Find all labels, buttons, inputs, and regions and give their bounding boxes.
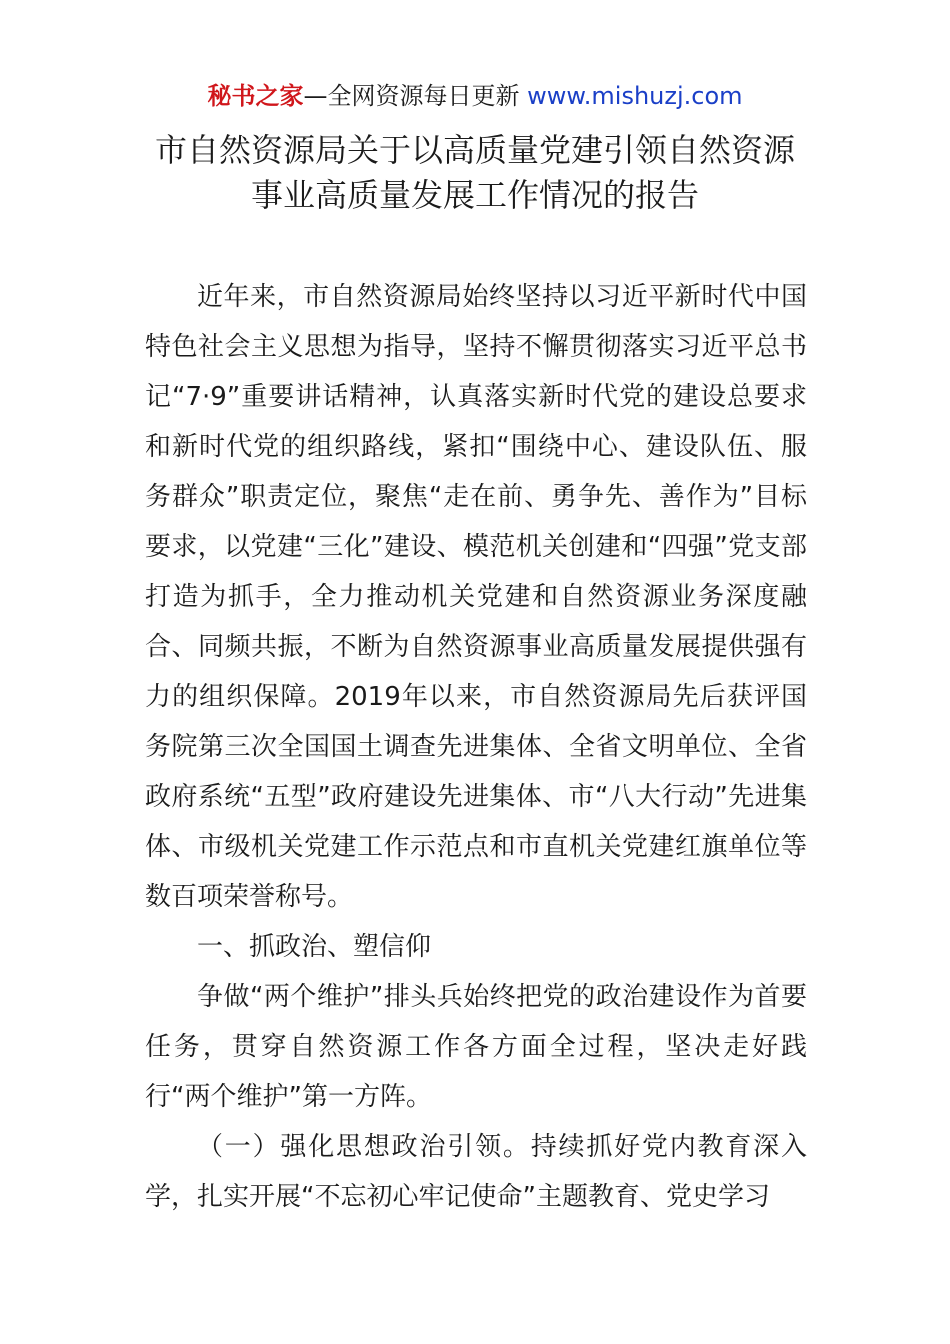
document-title (0, 128, 950, 218)
brand-name: 秘书之家 (207, 82, 304, 110)
site-url-link[interactable]: www.mishuzj.com (527, 82, 743, 110)
document-body (145, 272, 807, 1222)
section-1-paragraph: 争做“两个维护”排头兵始终把党的政治建设作为首要任务，贯穿自然资源工作各方面全过程，坚决走好践行“两个维护”第一方阵。 (145, 982, 807, 1112)
header-slogan: —全网资源每日更新 (303, 82, 528, 110)
site-header (0, 80, 950, 112)
subsection-1-paragraph: （一）强化思想政治引领。持续抓好党内教育深入学，扎实开展“不忘初心牢记使命”主题教育、党史学习 (145, 1132, 807, 1212)
intro-paragraph: 近年来，市自然资源局始终坚持以习近平新时代中国特色社会主义思想为指导，坚持不懈贯彻落实习近平总书记“7·9”重要讲话精神，认真落实新时代党的建设总要求和新时代党的组织路线，紧扣“围绕中心、建设队伍、服务群众”职责定位，聚焦“走在前、勇争先、善作为”目标要求，以党建“三化”建设、模范机关创建和“四强”党支部打造为抓手，全力推动机关党建和自然资源业务深度融合、同频共振，不断为自然资源事业高质量发展提供强有力的组织保障。2019年以来，市自然资源局先后获评国务院第三次全国国土调查先进集体、全省文明单位、全省政府系统“五型”政府建设先进集体、市“八大行动”先进集体、市级机关党建工作示范点和市直机关党建红旗单位等数百项荣誉称号。 (145, 282, 807, 912)
title-line-1: 市自然资源局关于以高质量党建引领自然资源 (154, 131, 795, 169)
section-heading-1: 一、抓政治、塑信仰 (197, 932, 432, 962)
title-line-2: 事业高质量发展工作情况的报告 (250, 176, 699, 214)
